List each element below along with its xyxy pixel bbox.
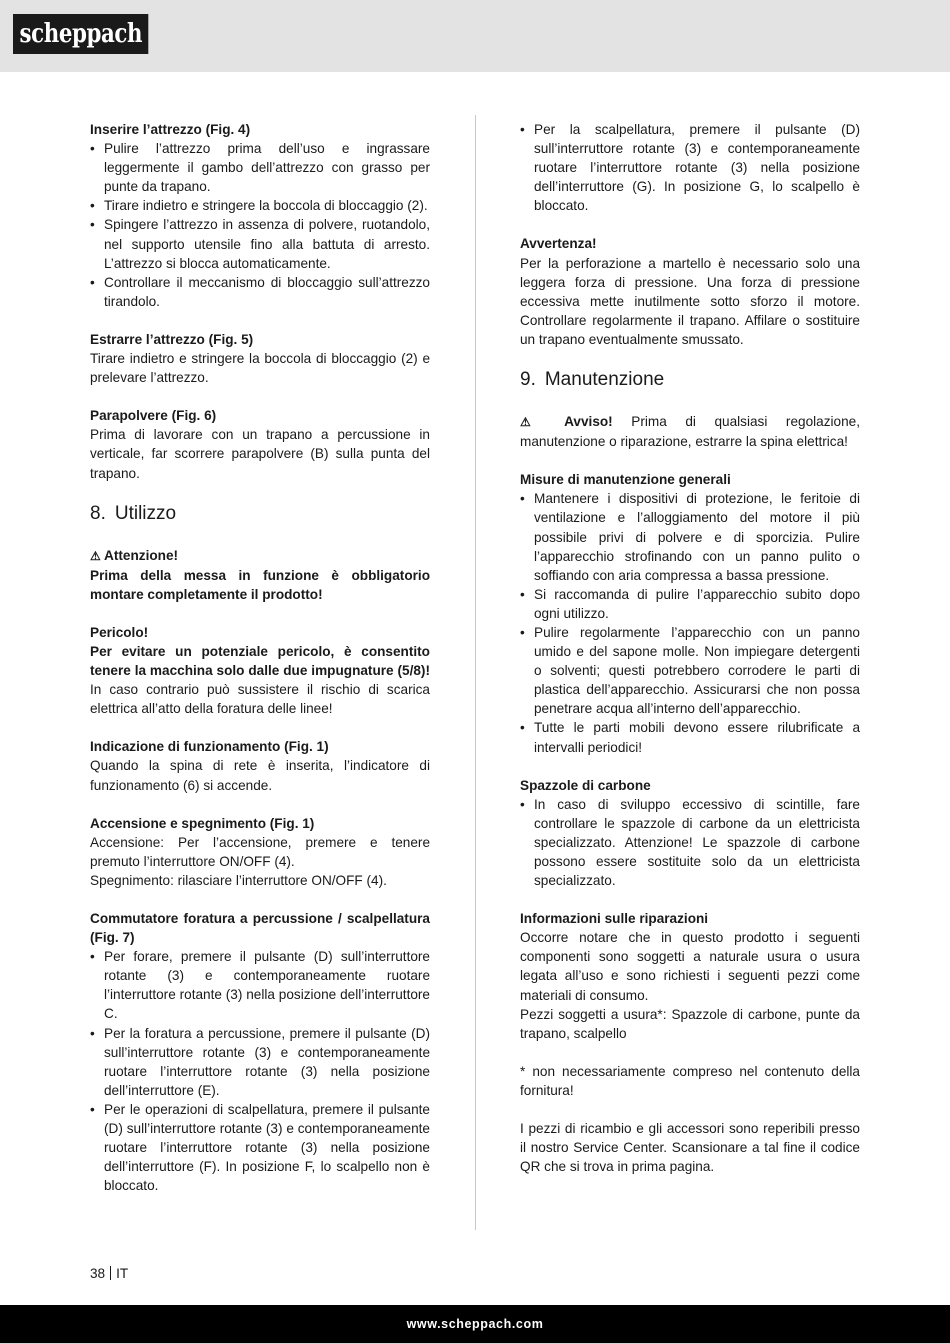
list-item: • Tirare indietro e stringere la boccola di bloccaggio (2). xyxy=(90,196,430,215)
chapter-heading-8 xyxy=(90,502,430,526)
list-item: • Spingere l’attrezzo in assenza di polvere, ruotandolo, nel supporto utensile fino alla battuta di arresto. L’attrezzo si blocca automaticamente. xyxy=(90,215,430,272)
attention-text: Prima della messa in funzione è obbligatorio montare completamente il prodotto! xyxy=(90,567,430,602)
bullet-list xyxy=(90,139,430,311)
page-header xyxy=(0,0,950,72)
warning-triangle-icon: ⚠ xyxy=(520,415,546,430)
website-url: www.scheppach.com xyxy=(406,1317,544,1331)
column-divider xyxy=(475,115,476,1230)
paragraph: Accensione: Per l’accensione, premere e tenere premuto l’interruttore ON/OFF (4). xyxy=(90,834,430,869)
section-heading: Spazzole di carbone xyxy=(520,777,651,793)
list-item: • Per la scalpellatura, premere il pulsante (D) sull’interruttore rotante (3) e contemporaneamente ruotare l’interruttore rotante (3) nella posizione dell’interruttore (G). In posizione G, lo scalpello è bloccato. xyxy=(520,120,860,215)
list-item: • Mantenere i dispositivi di protezione, le feritoie di ventilazione e l’alloggiamento del motore il più possibile privi di polvere e di sporcizia. Pulire l’apparecchio strofinando con un panno pulito o soffiando con aria compressa a bassa pressione. xyxy=(520,489,860,584)
section-heading: Avvertenza! xyxy=(520,236,597,252)
chapter-title: Utilizzo xyxy=(114,502,177,524)
page-number-value: 38 xyxy=(90,1266,106,1281)
paragraph: Prima di lavorare con un trapano a percussione in verticale, far scorrere parapolvere (B) sulla punta del trapano. xyxy=(90,427,430,481)
list-item: • Controllare il meccanismo di bloccaggio sull’attrezzo tirandolo. xyxy=(90,273,430,311)
section-chiselling-cont xyxy=(520,120,860,215)
spare-parts-note xyxy=(520,1119,860,1176)
section-insert-tool xyxy=(90,120,430,311)
bullet-list xyxy=(520,795,860,890)
section-repair-info xyxy=(520,909,860,1043)
section-dust-guard xyxy=(90,406,430,482)
paragraph: * non necessariamente compreso nel contenuto della fornitura! xyxy=(520,1063,860,1098)
section-heading: Estrarre l’attrezzo (Fig. 5) xyxy=(90,331,254,347)
footer-bar xyxy=(0,1305,950,1343)
page-number xyxy=(90,1264,128,1283)
section-heading: Commutatore foratura a percussione / scalpellatura (Fig. 7) xyxy=(90,911,430,946)
language-code: IT xyxy=(116,1266,129,1281)
warning-triangle-icon: ⚠ xyxy=(90,548,101,563)
warning-block xyxy=(520,412,860,451)
attention-title: Attenzione! xyxy=(104,547,179,563)
section-heading: Accensione e spegnimento (Fig. 1) xyxy=(90,815,315,831)
bullet-list xyxy=(520,120,860,215)
list-item: • Si raccomanda di pulire l’apparecchio subito dopo ogni utilizzo. xyxy=(520,585,860,623)
separator xyxy=(110,1266,111,1280)
bullet-list xyxy=(90,947,430,1195)
chapter-number: 8. xyxy=(90,502,106,524)
paragraph: Spegnimento: rilasciare l’interruttore ON/OFF (4). xyxy=(90,872,387,888)
paragraph: Pezzi soggetti a usura*: Spazzole di carbone, punte da trapano, scalpello xyxy=(520,1006,860,1041)
list-item: • Per le operazioni di scalpellatura, premere il pulsante (D) sull’interruttore rotante (3) e contemporaneamente ruotare l’interruttore rotante (3) nella posizione dell’interruttore (F). In posizione F, lo scalpello non è bloccato. xyxy=(90,1100,430,1195)
section-carbon-brushes xyxy=(520,776,860,891)
section-operation-indicator xyxy=(90,737,430,794)
list-item: • In caso di sviluppo eccessivo di scintille, fare controllare le spazzole di carbone da un elettricista specializzato. Attenzione! Le spazzole di carbone possono essere sostituite solo da un elettricista specializzato. xyxy=(520,795,860,890)
list-item: • Pulire regolarmente l’apparecchio con un panno umido e del sapone molle. Non impiegare detergenti o solventi; questi potrebbero corrodere le parti di plastica dell’apparecchio. Assicurarsi che non possa penetrare acqua all’interno dell’apparecchio. xyxy=(520,623,860,718)
attention-block xyxy=(90,546,430,604)
warning-text: Prima di qualsiasi regolazione, manutenzione o riparazione, estrarre la spina elettrica! xyxy=(520,414,860,450)
list-item: • Per la foratura a percussione, premere il pulsante (D) sull’interruttore rotante (3) e contemporaneamente ruotare l’interruttore rotante (3) nella posizione dell’interruttore (E). xyxy=(90,1024,430,1100)
section-heading: Informazioni sulle riparazioni xyxy=(520,911,709,927)
section-heading: Inserire l’attrezzo (Fig. 4) xyxy=(90,122,251,137)
danger-bold-text: Per evitare un potenziale pericolo, è consentito tenere la macchina solo dalle due impugnature (5/8)! xyxy=(90,643,430,679)
chapter-number: 9. xyxy=(520,369,536,391)
list-item: • Tutte le parti mobili devono essere rilubrificate a intervalli periodici! xyxy=(520,718,860,756)
section-heading: Misure di manutenzione generali xyxy=(520,472,731,488)
section-on-off xyxy=(90,814,430,890)
danger-title: Pericolo! xyxy=(90,624,149,640)
list-item: • Per forare, premere il pulsante (D) sull’interruttore rotante (3) e contemporaneamente ruotare l’interruttore rotante (3) nella posizione dell’interruttore C. xyxy=(90,947,430,1023)
right-column xyxy=(520,120,860,1195)
chapter-heading-9 xyxy=(520,368,860,392)
footnote xyxy=(520,1062,860,1100)
paragraph: Tirare indietro e stringere la boccola di bloccaggio (2) e prelevare l’attrezzo. xyxy=(90,351,430,386)
bullet-list xyxy=(520,489,860,756)
paragraph: Per la perforazione a martello è necessario solo una leggera forza di pressione. Una forza di pressione eccessiva mette inutilmente sotto sforzo il motore. Controllare regolarmente il trapano. Affilare o sostituire un trapano eventualmente smussato. xyxy=(520,255,860,347)
brand-logo: scheppach xyxy=(13,14,149,54)
section-heading: Indicazione di funzionamento (Fig. 1) xyxy=(90,739,329,755)
section-mode-switch xyxy=(90,909,430,1195)
section-heading: Parapolvere (Fig. 6) xyxy=(90,408,217,424)
paragraph: Quando la spina di rete è inserita, l’indicatore di funzionamento (6) si accende. xyxy=(90,758,430,793)
paragraph: I pezzi di ricambio e gli accessori sono reperibili presso il nostro Service Center. Scansionare a tal fine il codice QR che si trova in prima pagina. xyxy=(520,1121,860,1175)
advisory-block xyxy=(520,234,860,349)
section-extract-tool xyxy=(90,330,430,387)
list-item: • Pulire l’attrezzo prima dell’uso e ingrassare leggermente il gambo dell’attrezzo con grasso per punte da trapano. xyxy=(90,139,430,196)
danger-text: In caso contrario può sussistere il rischio di scarica elettrica all’atto della foratura delle linee! xyxy=(90,682,430,717)
left-column xyxy=(90,120,430,1214)
chapter-title: Manutenzione xyxy=(544,369,665,391)
danger-block xyxy=(90,623,430,718)
section-general-maintenance xyxy=(520,470,860,756)
paragraph: Occorre notare che in questo prodotto i seguenti componenti sono soggetti a naturale usura o usura legata all’uso e sono richiesti i seguenti pezzi come materiali di consumo. xyxy=(520,930,860,1003)
warning-title: Avviso! xyxy=(564,414,613,430)
